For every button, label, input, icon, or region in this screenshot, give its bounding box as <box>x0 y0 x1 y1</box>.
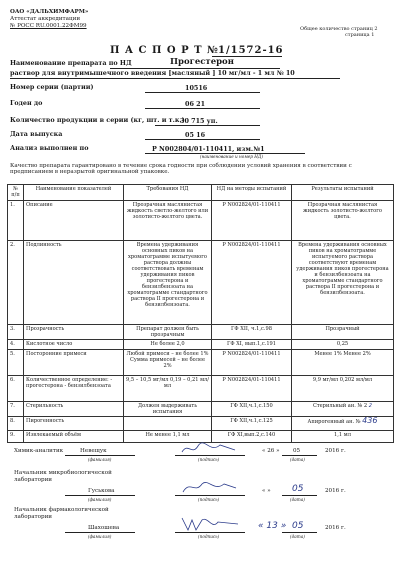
results-table <box>7 184 394 443</box>
row-result: Времена удерживания основных пиков на хроматограмме испытуемого раствора соответствуют временам удерживания пиков прогестерона и бензилбензоата на хроматограмме стандартного раствора II прогестерона и бензилбензоата. <box>292 241 394 325</box>
row-method: Р N002824/01-110411 <box>212 241 292 325</box>
table-row <box>8 241 394 325</box>
analysis-value: Р N002804/01-110411, изм.№1 <box>152 145 265 153</box>
handwritten-sterile-number: 2 <box>368 403 373 409</box>
pharm-name-caption: (фамилия) <box>88 534 112 539</box>
row-requirement: Времена удерживания основных пиков на хроматограмме испытуемого раствора должны соответствовать временам удерживания пиков прогестерона и бензилбензоата на хроматограмме стандартного раствора II прогестерона и бензилбензоата. <box>124 241 212 325</box>
page-count: Общее количество страниц 2 <box>300 26 378 32</box>
row-name: Прозрачность <box>24 325 124 340</box>
micro-role-line2: лаборатории <box>14 477 53 483</box>
row-requirement: Должен выдерживать испытания <box>124 402 212 417</box>
row-result <box>292 402 394 417</box>
release-value: 05 16 <box>185 131 206 139</box>
row-requirement: 9,5 – 10,5 мг/мл 0,19 – 0,21 мл/мл <box>124 376 212 402</box>
qty-label: Количество продукции в серии (кг, шт. и т.к.) <box>10 116 185 124</box>
table-row <box>8 325 394 340</box>
row-method: ГФ XI, вып.1,с.191 <box>212 340 292 350</box>
row-method: ГФ XII,ч.1,с.150 <box>212 402 292 417</box>
nd-label: Наименование препарата по НД <box>10 59 132 67</box>
micro-signature <box>180 478 240 496</box>
table-row <box>8 201 394 241</box>
table-row <box>8 376 394 402</box>
row-method: ГФ XII,ч.1,с.125 <box>212 417 292 431</box>
row-number: 4. <box>8 340 24 350</box>
row-method: Р N002824/01-110411 <box>212 201 292 241</box>
row-result: 9,9 мг/мл 0,202 мл/мл <box>292 376 394 402</box>
date3-year: 2016 г. <box>325 525 346 531</box>
pharm-sign-caption: (подпись) <box>198 534 220 539</box>
chemist-name: Невещук <box>80 448 107 454</box>
passport-title: П А С П О Р Т № <box>110 45 219 56</box>
row-name: Подлинность <box>24 241 124 325</box>
row-number: 9. <box>8 431 24 443</box>
table-row <box>8 417 394 431</box>
date3-month: 05 <box>292 521 304 531</box>
chemist-name-caption: (фамилия) <box>88 457 112 462</box>
row-result: Прозрачный <box>292 325 394 340</box>
passport-number: 1/1572-16 <box>218 45 284 56</box>
dosage-form: раствор для внутримышечного введения [масляный ] 10 мг/мл - 1 мл № 10 <box>10 69 295 77</box>
accreditation-number: № РОСС RU.0001.22ФМ99 <box>10 23 87 29</box>
chemist-signature <box>180 442 240 456</box>
guarantee-text: Качество препарата гарантировано в течение срока годности при соблюдении условий хранения в соответствии с предписанием в неразрытой оригинальной упаковке. <box>10 163 352 176</box>
row-requirement: Любой примеси – не более 1% Сумма примесей – не более 2% <box>124 350 212 376</box>
row-method: ГФ XII, ч.1,с.98 <box>212 325 292 340</box>
row-result: Менее 1% Менее 2% <box>292 350 394 376</box>
release-label: Дата выпуска <box>10 130 63 138</box>
row-result: 1,1 мл <box>292 431 394 443</box>
date1-day: « 26 » <box>262 448 280 454</box>
date2-day: « » <box>262 488 271 494</box>
row-name: Стерильность <box>24 402 124 417</box>
valid-value: 06 21 <box>185 100 206 108</box>
row-result: 0,25 <box>292 340 394 350</box>
pharm-role-line2: лаборатории <box>14 514 53 520</box>
micro-role-line1: Начальник микробиологической <box>14 470 112 476</box>
analysis-label: Анализ выполнен по <box>10 144 89 152</box>
accreditation-label: Аттестат аккредитации <box>10 16 81 22</box>
page-number: страница 1 <box>345 32 375 38</box>
row-number: 5. <box>8 350 24 376</box>
row-method: ГФ XI,вып.2,с.140 <box>212 431 292 443</box>
date3-day: « 13 » <box>258 521 287 531</box>
valid-label: Годен до <box>10 99 43 107</box>
header-name: Наименование показателей <box>24 185 124 201</box>
row-requirement <box>124 417 212 431</box>
row-method: Р N002824/01-110411 <box>212 376 292 402</box>
micro-sign-caption: (подпись) <box>198 497 220 502</box>
date2-caption: (дата) <box>290 497 305 502</box>
row-name: Описание <box>24 201 124 241</box>
chemist-role: Химик-аналитик <box>14 448 64 454</box>
row-name: Посторонние примеси <box>24 350 124 376</box>
date1-caption: (дата) <box>290 457 305 462</box>
row-result-text: Стерильный ан. № 2 <box>312 403 368 409</box>
table-header-row <box>8 185 394 201</box>
date2-year: 2016 г. <box>325 488 346 494</box>
row-name: Извлекаемый объём <box>24 431 124 443</box>
row-method: Р N002824/01-110411 <box>212 350 292 376</box>
series-label: Номер серии (партии) <box>10 83 94 91</box>
row-requirement: Не более 2,0 <box>124 340 212 350</box>
row-result <box>292 417 394 431</box>
row-number: 7. <box>8 402 24 417</box>
row-number: 6. <box>8 376 24 402</box>
date1-month: 05 <box>293 448 301 454</box>
row-name: Пирогенность <box>24 417 124 431</box>
handwritten-pyrogen-number: 436 <box>362 416 378 425</box>
header-number: № п/п <box>8 185 24 201</box>
header-results: Результаты испытаний <box>292 185 394 201</box>
row-result-text: Апирогенный ан. № <box>307 419 361 425</box>
pharm-name: Шахошева <box>88 525 120 531</box>
micro-name: Гуськова <box>88 488 115 494</box>
header-methods: НД на методы испытаний <box>212 185 292 201</box>
row-number: 8. <box>8 417 24 431</box>
series-value: 10516 <box>185 84 208 92</box>
micro-name-caption: (фамилия) <box>88 497 112 502</box>
date2-month: 05 <box>292 484 304 494</box>
table-row <box>8 431 394 443</box>
row-name: Кислотное число <box>24 340 124 350</box>
pharm-signature <box>178 514 242 534</box>
row-requirement: Не менее 1,1 мл <box>124 431 212 443</box>
table-row <box>8 340 394 350</box>
analysis-sublabel: (наименование и номер НД) <box>200 154 263 159</box>
pharm-role-line1: Начальник фармакологической <box>14 507 109 513</box>
row-name: Количественное определение: - прогестерона - бензилбензоата <box>24 376 124 402</box>
table-row <box>8 350 394 376</box>
chemist-sign-caption: (подпись) <box>198 457 220 462</box>
qty-value: 30 715 уп. <box>180 117 218 125</box>
row-requirement: Препарат должен быть прозрачным <box>124 325 212 340</box>
org-name: ОАО «ДАЛЬХИМФАРМ» <box>10 9 89 15</box>
row-number: 3. <box>8 325 24 340</box>
row-requirement: Прозрачная маслянистая жидкость светло-желтого или золотисто-желтого цвета. <box>124 201 212 241</box>
row-result: Прозрачная маслянистая жидкость золотисто-желтого цвета. <box>292 201 394 241</box>
date3-caption: (дата) <box>290 534 305 539</box>
header-requirements: Требования НД <box>124 185 212 201</box>
row-number: 2. <box>8 241 24 325</box>
table-row <box>8 402 394 417</box>
date1-year: 2016 г. <box>325 448 346 454</box>
row-number: 1. <box>8 201 24 241</box>
drug-name: Прогестерон <box>170 57 234 67</box>
